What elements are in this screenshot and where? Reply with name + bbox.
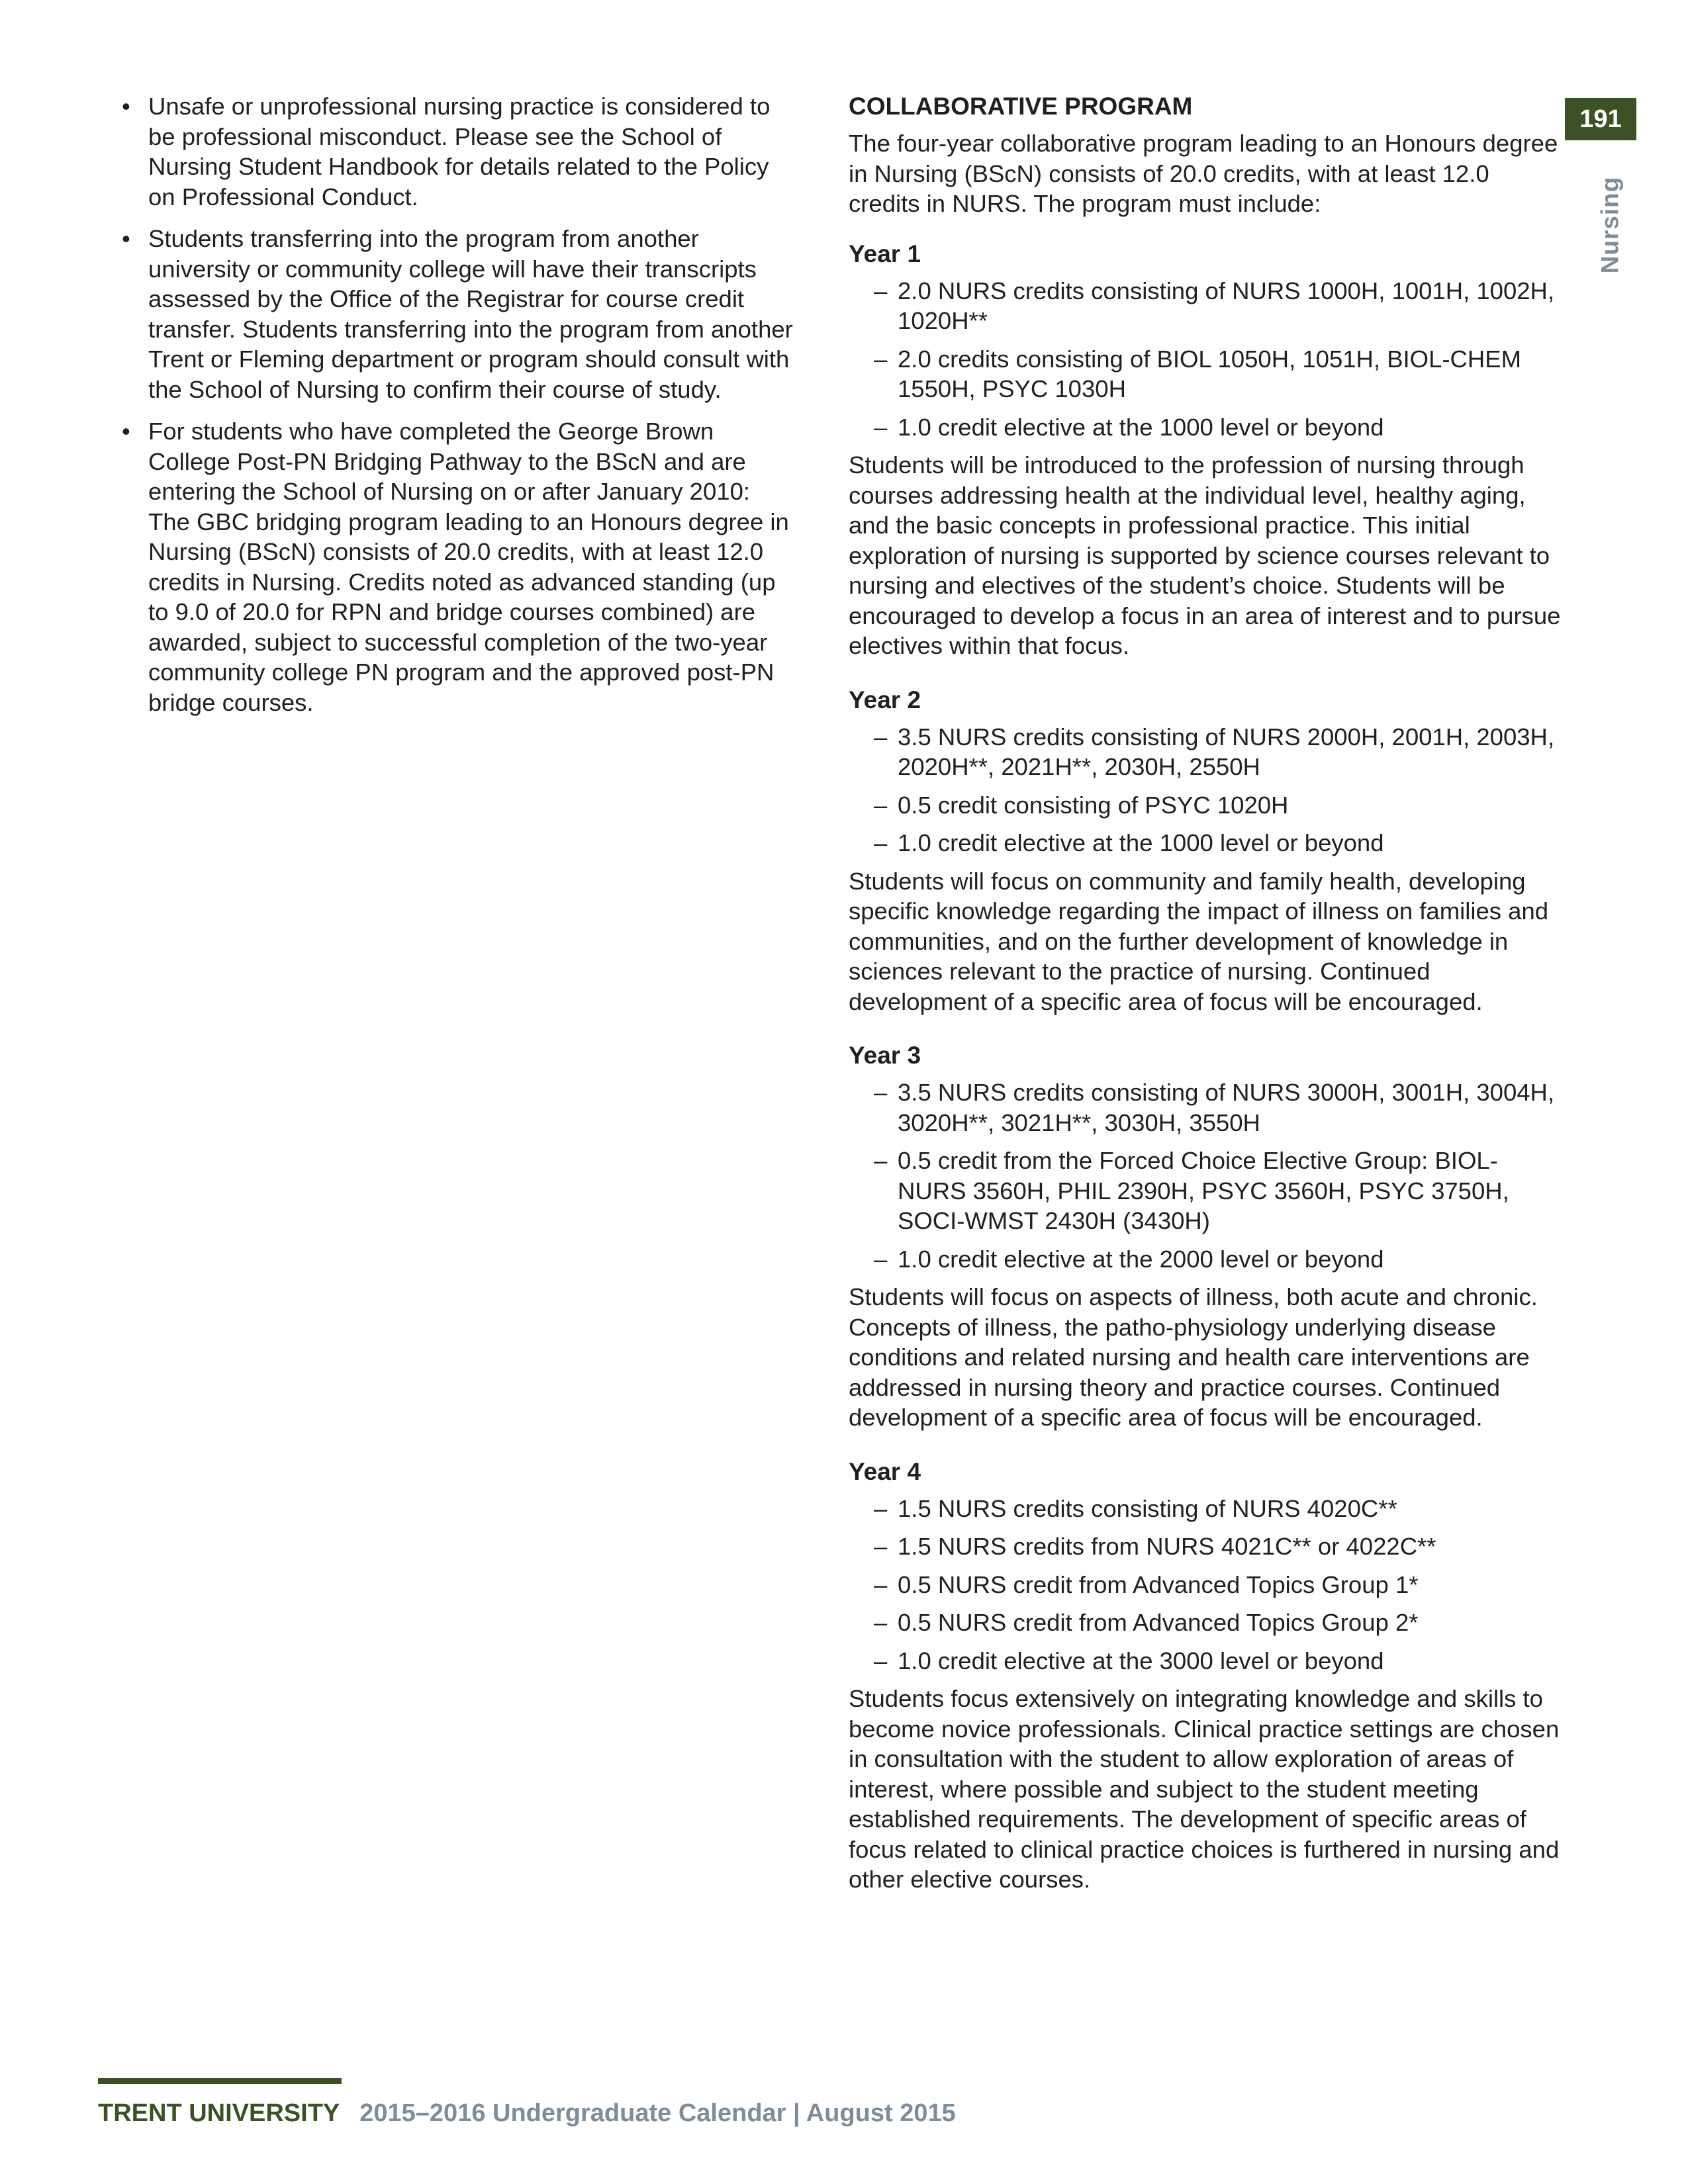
year-heading: Year 4	[849, 1457, 921, 1485]
requirement-item: – 1.5 NURS credits consisting of NURS 4020C**	[849, 1494, 1564, 1524]
requirement-item: – 2.0 credits consisting of BIOL 1050H, 1051H, BIOL-CHEM 1550H, PSYC 1030H	[849, 344, 1564, 404]
requirement-item: – 1.0 credit elective at the 3000 level or beyond	[849, 1646, 1564, 1676]
footer-university: TRENT UNIVERSITY	[98, 2099, 340, 2127]
year-1-section	[849, 239, 1564, 661]
year-2-section	[849, 685, 1564, 1017]
page-number: 191	[1565, 98, 1636, 140]
requirement-item: – 3.5 NURS credits consisting of NURS 2000H, 2001H, 2003H, 2020H**, 2021H**, 2030H, 2550H	[849, 722, 1564, 782]
section-side-label-text: Nursing	[1596, 176, 1623, 274]
requirement-item: – 2.0 NURS credits consisting of NURS 1000H, 1001H, 1002H, 1020H**	[849, 276, 1564, 336]
year-description: Students will be introduced to the profession of nursing through courses addressing health at the individual level, healthy aging, and the basic concepts in professional practice. This initial exploration of nursing is supported by science courses relevant to nursing and electives of the student’s choice. Students will be encouraged to develop a focus in an area of interest and to pursue electives within that focus.	[849, 451, 1561, 659]
year-heading: Year 1	[849, 240, 921, 267]
program-intro: The four-year collaborative program leading to an Honours degree in Nursing (BScN) consists of 20.0 credits, with at least 12.0 credits in NURS. The program must include:	[849, 130, 1558, 217]
requirement-item: – 0.5 credit from the Forced Choice Elective Group: BIOL-NURS 3560H, PHIL 2390H, PSYC 3560H, PSYC 3750H, SOCI-WMST 2430H (3430H)	[849, 1146, 1564, 1236]
program-title: COLLABORATIVE PROGRAM	[849, 93, 1193, 120]
section-side-label	[1577, 176, 1643, 274]
footer-calendar: 2015–2016 Undergraduate Calendar | August 2015	[359, 2099, 956, 2127]
policy-bullet: • Unsafe or unprofessional nursing practice is considered to be professional misconduct. Please see the School of Nursing Student Handbook for details related to the Policy on Professional Conduct.	[107, 91, 796, 212]
year-description: Students focus extensively on integrating knowledge and skills to become novice professionals. Clinical practice settings are chosen in consultation with the student to allow exploration of areas of interest, where possible and subject to the student meeting established requirements. The development of specific areas of focus related to clinical practice choices is furthered in nursing and other elective courses.	[849, 1685, 1560, 1893]
year-requirements-list	[849, 276, 1564, 443]
year-heading: Year 2	[849, 686, 921, 713]
year-requirements-list	[849, 1077, 1564, 1274]
requirement-item: – 0.5 NURS credit from Advanced Topics Group 2*	[849, 1608, 1564, 1638]
year-3-section	[849, 1040, 1564, 1433]
year-heading: Year 3	[849, 1042, 921, 1069]
policy-bullet-list	[107, 91, 796, 717]
policy-bullet: • For students who have completed the George Brown College Post-PN Bridging Pathway to the BScN and are entering the School of Nursing on or after January 2010: The GBC bridging program leading to an Honours degree in Nursing (BScN) consists of 20.0 credits, with at least 12.0 credits in Nursing. Credits noted as advanced standing (up to 9.0 of 20.0 for RPN and bridge courses combined) are awarded, subject to successful completion of the two-year community college PN program and the approved post-PN bridge courses.	[107, 416, 796, 717]
requirement-item: – 3.5 NURS credits consisting of NURS 3000H, 3001H, 3004H, 3020H**, 3021H**, 3030H, 3550H	[849, 1077, 1564, 1138]
requirement-item: – 0.5 credit consisting of PSYC 1020H	[849, 790, 1564, 821]
year-requirements-list	[849, 722, 1564, 858]
year-description: Students will focus on aspects of illness, both acute and chronic. Concepts of illness, the patho-physiology underlying disease conditions and related nursing and health care interventions are addressed in nursing theory and practice courses. Continued development of a specific area of focus will be encouraged.	[849, 1283, 1538, 1431]
right-column	[849, 91, 1564, 1919]
requirement-item: – 1.0 credit elective at the 1000 level or beyond	[849, 412, 1564, 443]
requirement-item: – 1.0 credit elective at the 2000 level or beyond	[849, 1244, 1564, 1275]
left-column	[107, 91, 796, 729]
year-requirements-list	[849, 1494, 1564, 1676]
year-4-section	[849, 1457, 1564, 1895]
requirement-item: – 0.5 NURS credit from Advanced Topics Group 1*	[849, 1570, 1564, 1600]
policy-bullet: • Students transferring into the program from another university or community college will have their transcripts assessed by the Office of the Registrar for course credit transfer. Students transferring into the program from another Trent or Fleming department or program should consult with the School of Nursing to confirm their course of study.	[107, 224, 796, 404]
year-description: Students will focus on community and family health, developing specific knowledge regarding the impact of illness on families and communities, and on the further development of knowledge in sciences relevant to the practice of nursing. Continued development of a specific area of focus will be encouraged.	[849, 867, 1549, 1015]
footer-rule	[98, 2078, 342, 2084]
requirement-item: – 1.0 credit elective at the 1000 level or beyond	[849, 828, 1564, 858]
footer	[98, 2098, 956, 2128]
requirement-item: – 1.5 NURS credits from NURS 4021C** or 4022C**	[849, 1531, 1564, 1562]
